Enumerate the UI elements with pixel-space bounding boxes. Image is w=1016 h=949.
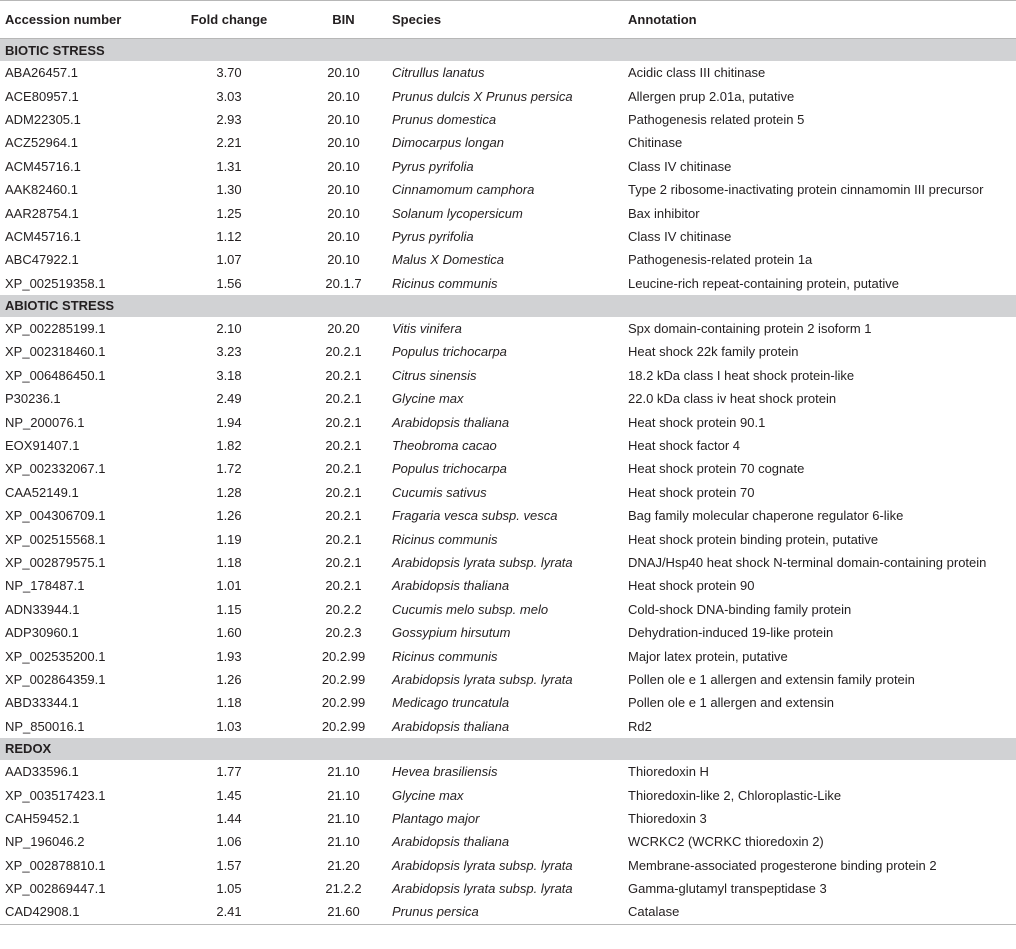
table-row [0,598,1016,621]
cell-fold-change: 1.03 [216,718,242,734]
cell-species: Hevea brasiliensis [392,764,498,780]
cell-accession: XP_002878810.1 [5,857,106,873]
cell-fold-change: 1.56 [216,275,242,291]
cell-fold-change: 1.93 [216,648,242,664]
cell-species: Pyrus pyrifolia [392,228,474,244]
cell-species: Glycine max [392,391,464,407]
table-row [0,900,1016,924]
cell-bin: 20.10 [327,228,360,244]
cell-annotation: Spx domain-containing protein 2 isoform 1 [628,321,872,337]
table-row [0,783,1016,806]
cell-species: Solanum lycopersicum [392,205,523,221]
header-annotation: Annotation [623,1,1016,39]
cell-annotation: Pathogenesis related protein 5 [628,111,805,127]
cell-species: Cucumis sativus [392,484,487,500]
cell-accession: P30236.1 [5,391,61,407]
table-row [0,574,1016,597]
cell-species: Arabidopsis thaliana [392,718,510,734]
cell-accession: AAD33596.1 [5,764,79,780]
cell-fold-change: 1.18 [216,555,242,570]
section-header-row [0,738,1016,760]
cell-annotation: Bag family molecular chaperone regulator 6-like [628,508,904,524]
cell-annotation: Heat shock protein 70 [628,484,755,500]
cell-species: Ricinus communis [392,275,498,291]
cell-species: Ricinus communis [392,531,498,547]
cell-fold-change: 2.41 [158,900,300,924]
cell-annotation: Heat shock factor 4 [628,438,740,454]
table-row [0,434,1016,457]
cell-species: Populus trichocarpa [392,461,507,477]
cell-species: Cucumis melo subsp. melo [392,601,549,617]
table-row [0,84,1016,107]
table-row [0,317,1016,340]
table-row [0,108,1016,131]
table-row [0,807,1016,830]
cell-bin: 20.2.99 [321,718,366,734]
cell-accession: ADM22305.1 [5,111,81,127]
table-row [0,481,1016,504]
cell-bin: 21.10 [327,834,360,850]
cell-species: Arabidopsis thaliana [392,578,510,594]
cell-annotation: Acidic class III chitinase [628,65,766,81]
cell-bin: 20.10 [327,182,360,198]
cell-annotation: 18.2 kDa class I heat shock protein-like [628,367,855,383]
table-row [0,760,1016,783]
cell-accession: AAK82460.1 [5,182,79,198]
cell-annotation: Thioredoxin H [628,764,709,780]
cell-annotation: Type 2 ribosome-inactivating protein cinnamomin III precursor [628,182,984,198]
cell-annotation: Thioredoxin 3 [628,810,707,826]
cell-fold-change: 3.03 [216,88,242,104]
header-bin: BIN [300,1,387,39]
cell-fold-change: 1.44 [216,810,242,826]
cell-bin: 20.2.1 [325,578,362,594]
section-header-row [0,39,1016,62]
cell-bin: 20.2.1 [325,367,362,383]
table-section [0,39,1016,295]
cell-fold-change: 1.31 [216,158,242,174]
cell-annotation: Heat shock protein 90 [628,578,755,594]
section-header-row [0,295,1016,317]
header-row [0,1,1016,39]
table-row [0,621,1016,644]
cell-annotation: Gamma-glutamyl transpeptidase 3 [628,881,827,897]
section-title: REDOX [0,738,1016,760]
table-row [0,668,1016,691]
cell-accession: NP_200076.1 [5,414,85,430]
cell-annotation: 22.0 kDa class iv heat shock protein [628,391,837,407]
cell-fold-change: 1.07 [216,252,242,268]
cell-species: Pyrus pyrifolia [392,158,474,174]
cell-fold-change: 3.70 [216,65,242,81]
cell-accession: NP_850016.1 [5,718,85,734]
cell-bin: 20.20 [327,321,360,337]
cell-bin: 20.2.1 [325,484,362,500]
cell-fold-change: 1.15 [216,601,242,617]
cell-accession: XP_002285199.1 [5,321,106,337]
cell-bin: 20.10 [327,158,360,174]
cell-bin: 20.2.99 [321,695,366,711]
cell-species: Arabidopsis lyrata subsp. lyrata [392,671,573,687]
cell-species: Citrullus lanatus [392,65,485,81]
cell-accession: XP_002869447.1 [5,881,106,897]
cell-fold-change: 1.77 [216,764,242,780]
cell-fold-change: 2.21 [216,135,242,151]
cell-species: Gossypium hirsutum [392,625,511,641]
cell-accession: ACE80957.1 [5,88,79,104]
cell-species: Glycine max [392,787,464,803]
cell-accession: ABD33344.1 [5,695,79,711]
cell-species: Arabidopsis lyrata subsp. lyrata [392,857,573,873]
cell-species: Dimocarpus longan [392,135,505,151]
cell-fold-change: 1.19 [216,531,242,547]
cell-fold-change: 1.05 [216,881,242,897]
cell-accession: EOX91407.1 [5,438,80,454]
cell-species: Arabidopsis lyrata subsp. lyrata [392,555,573,570]
cell-bin: 20.2.2 [325,601,362,617]
table-row [0,854,1016,877]
table-row [0,410,1016,433]
cell-species: Prunus domestica [392,111,497,127]
cell-bin: 20.2.1 [325,344,362,360]
table-row [0,201,1016,224]
cell-species: Vitis vinifera [392,321,462,337]
cell-species: Prunus dulcis X Prunus persica [392,88,573,104]
cell-accession: XP_002519358.1 [5,275,106,291]
cell-accession: ABC47922.1 [5,252,79,268]
cell-bin: 20.10 [327,252,360,268]
cell-bin: 20.2.1 [325,438,362,454]
cell-bin: 21.2.2 [325,881,362,897]
cell-annotation: Chitinase [628,135,683,151]
cell-fold-change: 2.93 [216,111,242,127]
cell-fold-change: 1.12 [216,228,242,244]
cell-species: Ricinus communis [392,648,498,664]
cell-annotation: Heat shock protein 70 cognate [628,461,805,477]
cell-species: Medicago truncatula [392,695,510,711]
cell-species: Prunus persica [387,900,623,924]
cell-bin: 21.20 [327,857,360,873]
section-title: ABIOTIC STRESS [0,295,1016,317]
cell-annotation: Heat shock protein 90.1 [628,414,766,430]
cell-accession: ACM45716.1 [5,158,81,174]
cell-annotation: WCRKC2 (WCRKC thioredoxin 2) [628,834,824,850]
cell-accession: ACM45716.1 [5,228,81,244]
table-row [0,830,1016,853]
cell-annotation: Cold-shock DNA-binding family protein [628,601,852,617]
table-row [0,877,1016,900]
cell-species: Arabidopsis thaliana [392,834,510,850]
cell-accession: NP_196046.2 [5,834,85,850]
table-row [0,248,1016,271]
cell-bin: 20.2.3 [325,625,362,641]
cell-fold-change: 1.82 [216,438,242,454]
cell-bin: 20.2.1 [325,414,362,430]
cell-annotation: Thioredoxin-like 2, Chloroplastic-Like [628,787,842,803]
cell-bin: 20.10 [327,205,360,221]
cell-annotation: Class IV chitinase [628,158,732,174]
cell-annotation: DNAJ/Hsp40 heat shock N-terminal domain-containing protein [628,555,987,570]
cell-bin: 20.10 [327,135,360,151]
cell-annotation: Bax inhibitor [628,205,700,221]
cell-species: Arabidopsis thaliana [392,414,510,430]
cell-accession: CAD42908.1 [0,900,158,924]
table-row [0,61,1016,84]
cell-species: Citrus sinensis [392,367,477,383]
cell-annotation: Heat shock 22k family protein [628,344,799,360]
cell-accession: XP_003517423.1 [5,787,106,803]
cell-fold-change: 1.26 [216,508,242,524]
cell-fold-change: 1.25 [216,205,242,221]
cell-fold-change: 1.94 [216,414,242,430]
header-accession: Accession number [0,1,158,39]
header-fold-change: Fold change [158,1,300,39]
cell-accession: CAH59452.1 [5,810,80,826]
cell-fold-change: 3.18 [216,367,242,383]
cell-annotation: Major latex protein, putative [628,648,788,664]
section-title: BIOTIC STRESS [0,39,1016,62]
cell-fold-change: 1.26 [216,671,242,687]
cell-species: Theobroma cacao [392,438,497,454]
cell-bin: 20.2.1 [325,508,362,524]
cell-bin: 20.2.1 [325,461,362,477]
cell-species: Plantago major [392,810,480,826]
table-row [0,527,1016,550]
table-row [0,387,1016,410]
cell-accession: XP_004306709.1 [5,508,106,524]
table-section [0,295,1016,738]
cell-accession: XP_002879575.1 [5,555,106,570]
cell-accession: ADP30960.1 [5,625,79,641]
cell-bin: 20.2.99 [321,671,366,687]
cell-fold-change: 2.49 [216,391,242,407]
cell-annotation: Rd2 [628,718,652,734]
cell-annotation: Catalase [623,900,1016,924]
cell-bin: 20.10 [327,88,360,104]
cell-annotation: Dehydration-induced 19-like protein [628,625,834,641]
table-row [0,504,1016,527]
cell-species: Cinnamomum camphora [392,182,535,198]
cell-bin: 20.1.7 [325,275,362,291]
cell-bin: 20.10 [327,65,360,81]
table-section [0,738,1016,924]
cell-bin: 20.10 [327,111,360,127]
cell-accession: AAR28754.1 [5,205,79,221]
table-row [0,272,1016,295]
table-row [0,457,1016,480]
cell-annotation: Leucine-rich repeat-containing protein, putative [628,275,900,291]
cell-fold-change: 3.23 [216,344,242,360]
cell-accession: CAA52149.1 [5,484,79,500]
cell-bin: 20.2.1 [325,555,362,570]
cell-annotation: Pollen ole e 1 allergen and extensin [628,695,834,711]
table-row [0,551,1016,574]
cell-fold-change: 1.06 [216,834,242,850]
cell-fold-change: 2.10 [216,321,242,337]
cell-fold-change: 1.45 [216,787,242,803]
cell-annotation: Class IV chitinase [628,228,732,244]
cell-accession: ABA26457.1 [5,65,79,81]
cell-bin: 20.2.99 [321,648,366,664]
cell-fold-change: 1.60 [216,625,242,641]
cell-bin: 21.10 [327,787,360,803]
table-row [0,715,1016,738]
cell-accession: ADN33944.1 [5,601,80,617]
cell-bin: 21.60 [300,900,387,924]
cell-annotation: Membrane-associated progesterone binding protein 2 [628,857,937,873]
cell-fold-change: 1.28 [216,484,242,500]
table-row [0,340,1016,363]
cell-annotation: Heat shock protein binding protein, putative [628,531,879,547]
cell-annotation: Allergen prup 2.01a, putative [628,88,795,104]
table-row [0,691,1016,714]
table-row [0,178,1016,201]
cell-species: Arabidopsis lyrata subsp. lyrata [392,881,573,897]
cell-fold-change: 1.57 [216,857,242,873]
table-row [0,131,1016,154]
cell-species: Malus X Domestica [392,252,504,268]
cell-accession: XP_006486450.1 [5,367,106,383]
cell-accession: XP_002515568.1 [5,531,106,547]
cell-species: Populus trichocarpa [392,344,507,360]
table-row [0,155,1016,178]
header-species: Species [387,1,623,39]
cell-accession: NP_178487.1 [5,578,85,594]
cell-accession: XP_002535200.1 [5,648,106,664]
cell-accession: XP_002332067.1 [5,461,106,477]
table-row [0,364,1016,387]
cell-species: Fragaria vesca subsp. vesca [392,508,558,524]
cell-annotation: Pollen ole e 1 allergen and extensin family protein [628,671,915,687]
cell-fold-change: 1.18 [216,695,242,711]
cell-annotation: Pathogenesis-related protein 1a [628,252,813,268]
table-row [0,644,1016,667]
cell-accession: ACZ52964.1 [5,135,78,151]
cell-accession: XP_002318460.1 [5,344,106,360]
cell-fold-change: 1.01 [216,578,242,594]
cell-bin: 21.10 [327,810,360,826]
cell-accession: XP_002864359.1 [5,671,106,687]
table-header [0,1,1016,39]
table-row [0,225,1016,248]
cell-bin: 20.2.1 [325,391,362,407]
cell-fold-change: 1.72 [216,461,242,477]
cell-bin: 20.2.1 [325,531,362,547]
cell-bin: 21.10 [327,764,360,780]
cell-fold-change: 1.30 [216,182,242,198]
